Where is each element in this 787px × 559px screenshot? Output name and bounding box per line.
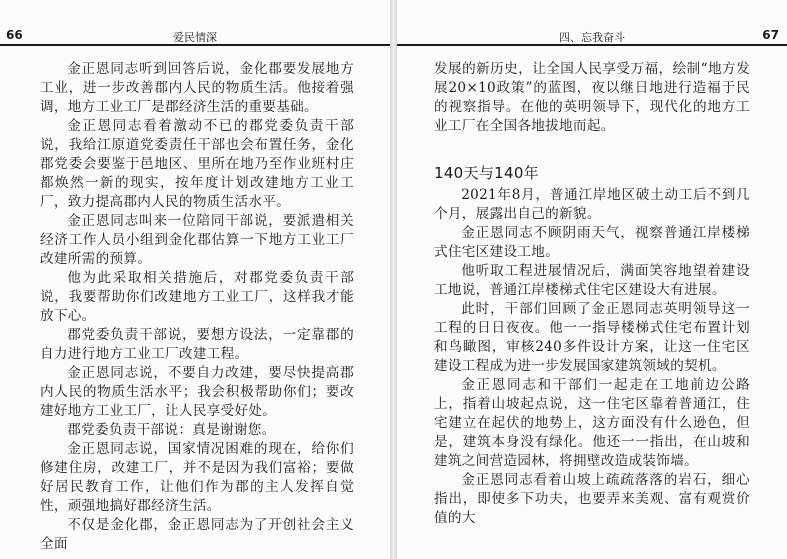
left-page — [0, 0, 390, 559]
right-page-body — [434, 60, 750, 528]
page-number: 66 — [6, 28, 23, 42]
section-heading: 140天与140年 — [434, 164, 539, 182]
paragraph: 郡党委负责干部说：真是谢谢您。 — [67, 422, 276, 438]
left-page-body — [40, 60, 354, 554]
book-spine — [390, 0, 397, 559]
paragraph: 金正恩同志看着山坡上疏疏落落的岩石，细心指出，即使多下功夫，也要弄来美观、富有观赏价值的大 — [434, 472, 750, 526]
paragraph: 金正恩同志不顾阴雨天气，视察普通江岸楼梯式住宅区建设工地。 — [434, 225, 750, 260]
running-title: 四、忘我奋斗 — [559, 31, 625, 44]
header-rule — [397, 44, 787, 46]
paragraph: 不仅是金化郡，金正恩同志为了开创社会主义全面 — [40, 517, 354, 552]
paragraph: 金正恩同志叫来一位陪同干部说，要派遣相关经济工作人员小组到金化郡估算一下地方工业工厂改建所需的预算。 — [40, 213, 354, 267]
page-number: 67 — [762, 28, 779, 42]
right-page-header — [397, 24, 787, 46]
paragraph: 金正恩同志看着激动不已的郡党委负责干部说，我给江原道党委责任干部也会布置任务，金化郡党委会要鉴于邑地区、里所在地乃至作业班村庄都焕然一新的现实，按年度计划改建地方工业工厂，致力提高郡内人民的物质生活水平。 — [40, 118, 354, 210]
paragraph: 金正恩同志说，不要自力改建，要尽快提高郡内人民的物质生活水平；我会积极帮助你们；要改建好地方工业工厂，让人民享受好处。 — [40, 365, 354, 419]
paragraph: 金正恩同志说，国家情况困难的现在，给你们修建住房，改建工厂，并不是因为我们富裕；要做好居民教育工作，让他们作为郡的主人发挥自觉性，顽强地搞好郡经济生活。 — [40, 441, 354, 514]
left-page-header — [0, 24, 390, 46]
paragraph: 金正恩同志听到回答后说，金化郡要发展地方工业，进一步改善郡内人民的物质生活。他接着强调，地方工业工厂是郡经济生活的重要基础。 — [40, 61, 354, 115]
paragraph: 他为此采取相关措施后，对郡党委负责干部说，我要帮助你们改建地方工业工厂，这样我才能放下心。 — [40, 270, 354, 324]
paragraph: 金正恩同志和干部们一起走在工地前边公路上，指着山坡起点说，这一住宅区靠着普通江，住宅建立在起伏的地势上，这方面没有什么逊色，但是，建筑本身没有绿化。他还一一指出，在山坡和建筑之间营造园林，将拥壁改造成装饰墙。 — [434, 377, 750, 469]
paragraph: 此时，干部们回顾了金正恩同志英明领导这一工程的日日夜夜。他一一指导楼梯式住宅布置计划和鸟瞰图，审核240多件设计方案，让这一住宅区建设工程成为进一步发展国家建筑领域的契机。 — [434, 301, 750, 374]
paragraph: 2021年8月，普通江岸地区破土动工后不到几个月，展露出自己的新貌。 — [434, 187, 750, 222]
right-page — [397, 0, 787, 559]
paragraph: 郡党委负责干部说，要想方设法，一定靠郡的自力进行地方工业工厂改建工程。 — [40, 327, 354, 362]
continuation-paragraph: 发展的新历史，让全国人民享受万福，绘制“地方发展20×10政策”的蓝图，夜以继日地进行造福于民的视察指导。在他的英明领导下，现代化的地方工业工厂在全国各地拔地而起。 — [434, 61, 750, 134]
paragraph: 他听取工程进展情况后，满面笑容地望着建设工地说，普通江岸楼梯式住宅区建设大有进展。 — [434, 263, 750, 298]
header-rule — [0, 44, 390, 46]
running-title: 爱民情深 — [173, 31, 217, 44]
